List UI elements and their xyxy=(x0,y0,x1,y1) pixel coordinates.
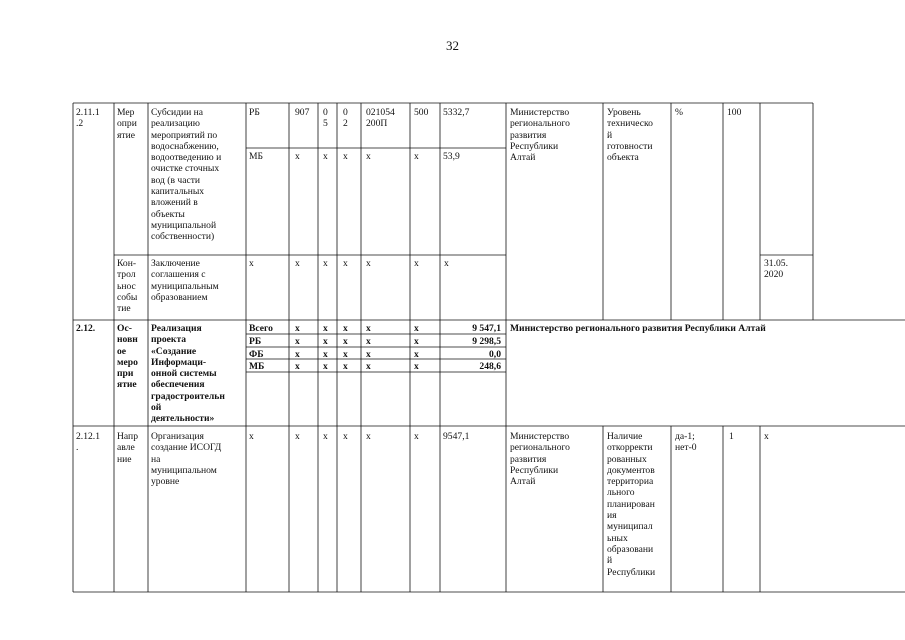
cell-code: x xyxy=(343,336,348,347)
row-number: 2.11.1 .2 xyxy=(76,107,100,130)
executor: Министерство регионального развития Республики Алтай xyxy=(510,107,570,164)
cell-code: x xyxy=(414,258,419,269)
cell-code: x xyxy=(323,361,328,372)
row-name: Организация создание ИСОГД на муниципальном уровне xyxy=(151,431,222,488)
cell-code: x xyxy=(295,151,300,162)
indicator-value: 100 xyxy=(727,107,742,118)
row-number: 2.12.1 . xyxy=(76,431,100,454)
funding-amount: 5332,7 xyxy=(443,107,470,118)
cell-code: x xyxy=(414,361,419,372)
cell-code: 0 5 xyxy=(323,107,328,130)
funding-amount: 9 298,5 xyxy=(472,336,501,347)
row-kind: Ос- новн ое меро при ятие xyxy=(117,323,138,391)
cell-code: x xyxy=(366,349,371,360)
cell-code: x xyxy=(414,349,419,360)
cell-code: x xyxy=(295,431,300,442)
cell-code: x xyxy=(295,349,300,360)
indicator: Наличие откорректи рованных документов территориа льного планирован ия муниципал ьных образовани й Республики xyxy=(607,431,656,578)
cell-code: x xyxy=(323,431,328,442)
cell-code: x xyxy=(366,151,371,162)
cell-code: 907 xyxy=(295,107,310,118)
funding-source: Всего xyxy=(249,323,273,334)
cell-code: x xyxy=(366,323,371,334)
row-number: 2.12. xyxy=(76,323,96,334)
cell-code: 500 xyxy=(414,107,429,118)
indicator-unit: да-1; нет-0 xyxy=(675,431,697,454)
cell-code: x xyxy=(343,323,348,334)
row-name: Субсидии на реализацию мероприятий по водоснабжению, водоотведению и очистке сточных вод (в части капитальных вложений в объекты муниципальной собственности) xyxy=(151,107,222,243)
funding-source: МБ xyxy=(249,361,265,372)
funding-amount: 9 547,1 xyxy=(472,323,501,334)
indicator-value: 1 xyxy=(729,431,734,442)
funding-source: РБ xyxy=(249,336,262,347)
cell-code: x xyxy=(414,336,419,347)
cell-code: x xyxy=(295,336,300,347)
funding-amount: 0,0 xyxy=(489,349,501,360)
cell-code: 0 2 xyxy=(343,107,348,130)
cell-code: x xyxy=(249,258,254,269)
cell-code: x xyxy=(323,336,328,347)
row-kind: Напр авле ние xyxy=(117,431,138,465)
cell-code: x xyxy=(366,431,371,442)
funding-source: РБ xyxy=(249,107,260,118)
cell-code: x xyxy=(343,349,348,360)
funding-amount: 248,6 xyxy=(479,361,501,372)
cell-code: x xyxy=(343,431,348,442)
cell-code: x xyxy=(343,361,348,372)
funding-amount: 53,9 xyxy=(443,151,460,162)
indicator-unit: % xyxy=(675,107,683,118)
row-name: Заключение соглашения с муниципальным образованием xyxy=(151,258,219,303)
cell-code: x xyxy=(414,431,419,442)
cell-code: x xyxy=(343,151,348,162)
control-date: 31.05. 2020 xyxy=(764,258,788,281)
cell-code: x xyxy=(343,258,348,269)
row-name: Реализация проекта «Создание Информаци- онной системы обеспечения градостроительн ой деятельности» xyxy=(151,323,225,425)
cell-code: x xyxy=(444,258,449,269)
row-kind: Кон- трол ьнос собы тие xyxy=(117,258,138,315)
cell-code: x xyxy=(323,323,328,334)
cell-code: x xyxy=(249,431,254,442)
indicator: Уровень техническо й готовности объекта xyxy=(607,107,653,164)
funding-source: МБ xyxy=(249,151,264,162)
cell-code: x xyxy=(414,323,419,334)
funding-amount: 9547,1 xyxy=(443,431,470,442)
cell-code: x xyxy=(295,323,300,334)
row-kind: Мер опри ятие xyxy=(117,107,137,141)
cell-code: x xyxy=(323,349,328,360)
page-number: 32 xyxy=(446,38,459,53)
cell-code: x xyxy=(366,258,371,269)
cell-code: x xyxy=(323,151,328,162)
cell-code: x xyxy=(323,258,328,269)
cell-code: x xyxy=(366,336,371,347)
cell-code: 021054 200П xyxy=(366,107,395,130)
executor: Министерство регионального развития Республики Алтай xyxy=(510,431,570,488)
cell-code: x xyxy=(295,258,300,269)
executor: Министерство регионального развития Республики Алтай xyxy=(510,323,766,334)
control-date: x xyxy=(764,431,769,442)
cell-code: x xyxy=(295,361,300,372)
cell-code: x xyxy=(366,361,371,372)
funding-source: ФБ xyxy=(249,349,264,360)
cell-code: x xyxy=(414,151,419,162)
